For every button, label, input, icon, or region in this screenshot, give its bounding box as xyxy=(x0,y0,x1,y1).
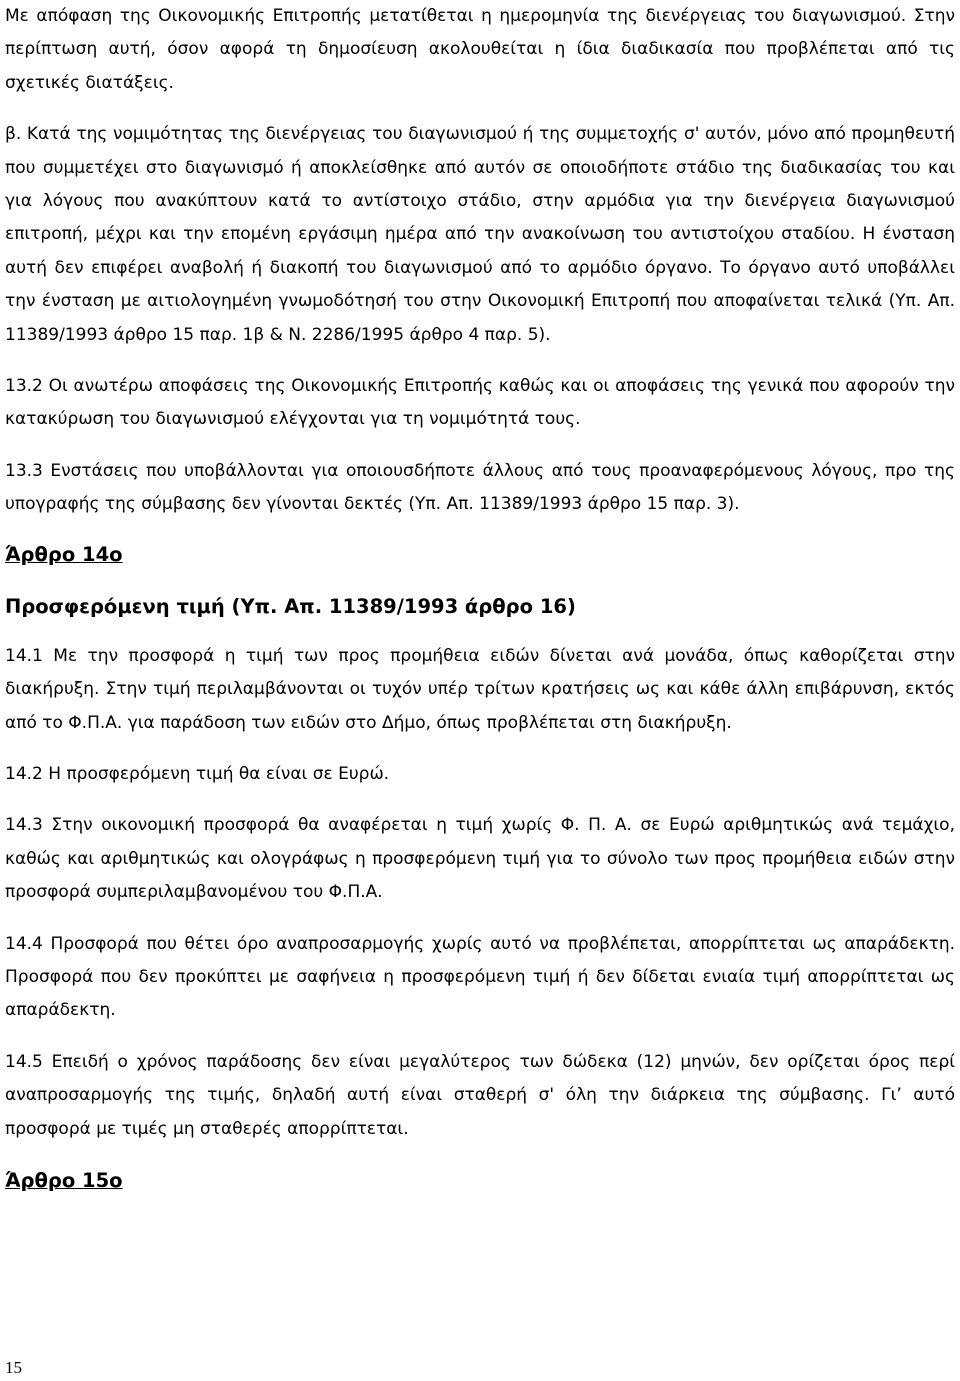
article-14-heading: Άρθρο 14ο xyxy=(5,542,123,566)
paragraph-14-4: 14.4 Προσφορά που θέτει όρο αναπροσαρμογής χωρίς αυτό να προβλέπεται, απορρίπτεται ως απαράδεκτη. Προσφορά που δεν προκύπτει με σαφήνεια η προσφερόμενη τιμή ή δεν δίδεται ενιαία τιμή απορρίπτεται ως απαράδεκτη. xyxy=(5,933,955,1021)
page-number: 15 xyxy=(5,1358,22,1377)
article-14-subtitle: Προσφερόμενη τιμή (Υπ. Απ. 11389/1993 άρθρο 16) xyxy=(5,594,576,618)
paragraph-intro: Με απόφαση της Οικονομικής Επιτροπής μετατίθεται η ημερομηνία της διενέργειας του διαγωνισμού. Στην περίπτωση αυτή, όσον αφορά τη δημοσίευση ακολουθείται η ίδια διαδικασία που προβλέπεται από τις σχετικές διατάξεις. xyxy=(5,6,955,93)
paragraph-beta: β. Κατά της νομιμότητας της διενέργειας του διαγωνισμού ή της συμμετοχής σ' αυτόν, μόνο από προμηθευτή που συμμετέχει στο διαγωνισμό ή αποκλείσθηκε από αυτόν σε οποιοδήποτε στάδιο της διαδικασίας του και για λόγους που ανακύπτουν κατά το αντίστοιχο στάδιο, στην αρμόδια για την διενέργεια διαγωνισμού επιτροπή, μέχρι και την επομένη εργάσιμη ημέρα από την ανακοίνωση του αντιστοίχου σταδίου. Η ένσταση αυτή δεν επιφέρει αναβολή ή διακοπή του διαγωνισμού από το αρμόδιο όργανο. Το όργανο αυτό υποβάλλει την ένσταση με αιτιολογημένη γνωμοδότησή του στην Οικονομική Επιτροπή που αποφαίνεται τελικά (Υπ. Απ. 11389/1993 άρθρο 15 παρ. 1β & Ν. 2286/1995 άρθρο 4 παρ. 5). xyxy=(5,124,955,345)
article-15-heading: Άρθρο 15ο xyxy=(5,1168,123,1192)
paragraph-14-1: 14.1 Με την προσφορά η τιμή των προς προμήθεια ειδών δίνεται ανά μονάδα, όπως καθορίζεται στην διακήρυξη. Στην τιμή περιλαμβάνονται οι τυχόν υπέρ τρίτων κρατήσεις ως και κάθε άλλη επιβάρυνση, εκτός από το Φ.Π.Α. για παράδοση των ειδών στο Δήμο, όπως προβλέπεται στη διακήρυξη. xyxy=(5,645,955,733)
paragraph-14-2: 14.2 Η προσφερόμενη τιμή θα είναι σε Ευρώ. xyxy=(5,763,390,784)
paragraph-13-3: 13.3 Ενστάσεις που υποβάλλονται για οποιουσδήποτε άλλους από τους προαναφερόμενους λόγους, προ της υπογραφής της σύμβασης δεν γίνονται δεκτές (Υπ. Απ. 11389/1993 άρθρο 15 παρ. 3). xyxy=(5,460,955,515)
document-page xyxy=(5,0,955,1198)
paragraph-14-5: 14.5 Επειδή ο χρόνος παράδοσης δεν είναι μεγαλύτερος των δώδεκα (12) μηνών, δεν ορίζεται όρος περί αναπροσαρμογής της τιμής, δηλαδή αυτή είναι σταθερή σ' όλη την διάρκεια της σύμβασης. Γι’ αυτό προσφορά με τιμές μη σταθερές απορρίπτεται. xyxy=(5,1051,955,1139)
paragraph-13-2: 13.2 Οι ανωτέρω αποφάσεις της Οικονομικής Επιτροπής καθώς και οι αποφάσεις της γενικά που αφορούν την κατακύρωση του διαγωνισμού ελέγχονται για τη νομιμότητά τους. xyxy=(5,376,955,430)
paragraph-14-3: 14.3 Στην οικονομική προσφορά θα αναφέρεται η τιμή χωρίς Φ. Π. Α. σε Ευρώ αριθμητικώς ανά τεμάχιο, καθώς και αριθμητικώς και ολογράφως η προσφερόμενη τιμή για το σύνολο των προς προμήθεια ειδών στην προσφορά συμπεριλαμβανομένου του Φ.Π.Α. xyxy=(5,815,955,903)
